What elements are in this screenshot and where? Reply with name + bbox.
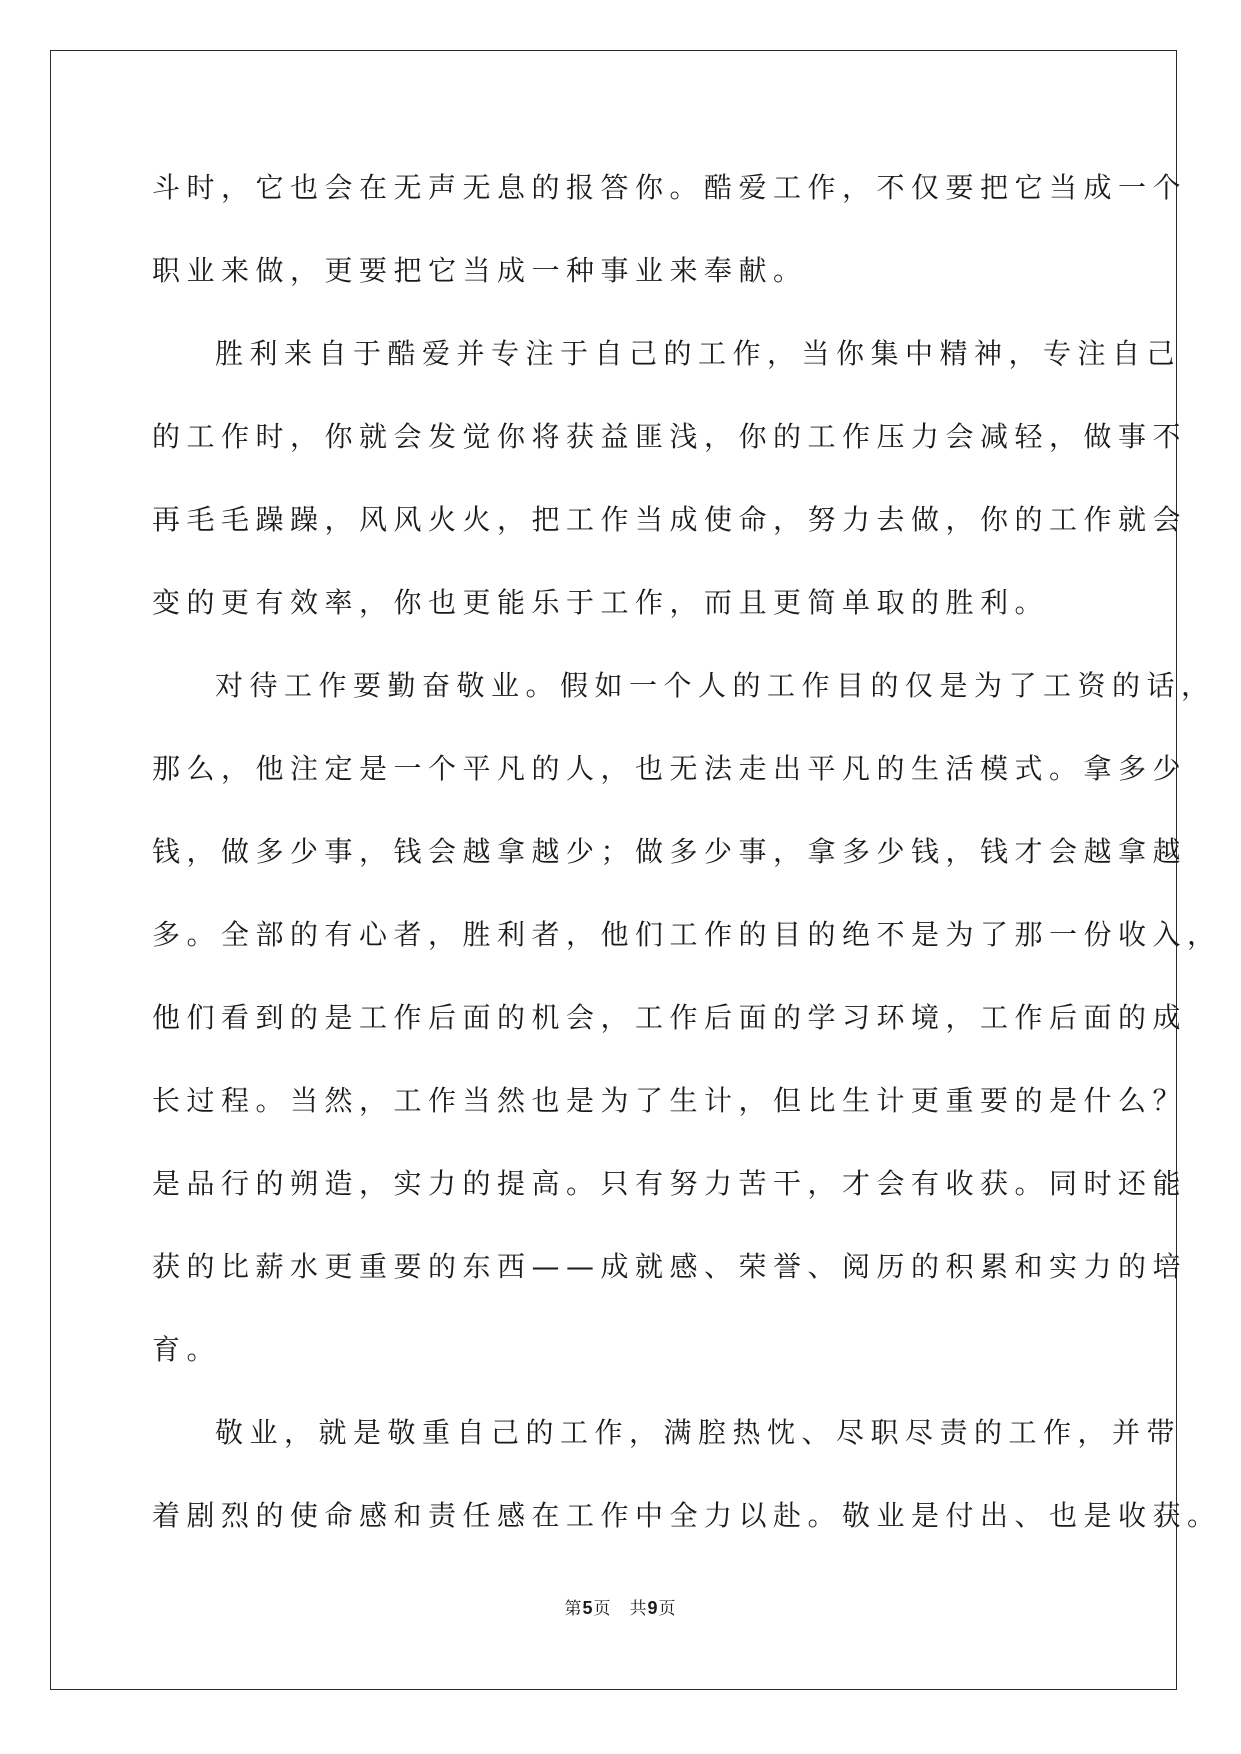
- text-line: 再毛毛躁躁，风风火火，把工作当成使命，努力去做，你的工作就会: [152, 503, 1188, 536]
- text-line: 着剧烈的使命感和责任感在工作中全力以赴。敬业是付出、也是收获。: [152, 1499, 1222, 1532]
- text-line: 多。全部的有心者，胜利者，他们工作的目的绝不是为了那一份收入，: [152, 918, 1222, 951]
- footer-prefix: 第: [564, 1599, 583, 1619]
- page-footer: [0, 1594, 1241, 1619]
- text-line: 变的更有效率，你也更能乐于工作，而且更简单取的胜利。: [152, 586, 1050, 619]
- footer-mid: 页 共: [593, 1599, 648, 1619]
- text-line: 获的比薪水更重要的东西——成就感、荣誉、阅历的积累和实力的培: [152, 1250, 1188, 1283]
- text-line: 长过程。当然，工作当然也是为了生计，但比生计更重要的是什么？: [152, 1084, 1188, 1117]
- text-line: 职业来做，更要把它当成一种事业来奉献。: [152, 254, 808, 287]
- text-line: 钱，做多少事，钱会越拿越少；做多少事，拿多少钱，钱才会越拿越: [152, 835, 1188, 868]
- text-line: 是品行的朔造，实力的提高。只有努力苦干，才会有收获。同时还能: [152, 1167, 1188, 1200]
- current-page-number: 5: [582, 1598, 594, 1618]
- text-line: 育。: [152, 1333, 222, 1366]
- total-page-number: 9: [647, 1598, 659, 1618]
- document-body: [152, 160, 1222, 1571]
- paragraph-start: 敬业，就是敬重自己的工作，满腔热忱、尽职尽责的工作，并带: [215, 1416, 1182, 1449]
- text-line: 的工作时，你就会发觉你将获益匪浅，你的工作压力会减轻，做事不: [152, 420, 1188, 453]
- paragraph-start: 对待工作要勤奋敬业。假如一个人的工作目的仅是为了工资的话，: [215, 669, 1216, 702]
- text-line: 斗时，它也会在无声无息的报答你。酷爱工作，不仅要把它当成一个: [152, 171, 1188, 204]
- footer-suffix: 页: [658, 1599, 677, 1619]
- paragraph-start: 胜利来自于酷爱并专注于自己的工作，当你集中精神，专注自己: [215, 337, 1182, 370]
- text-line: 那么，他注定是一个平凡的人，也无法走出平凡的生活模式。拿多少: [152, 752, 1188, 785]
- text-line: 他们看到的是工作后面的机会，工作后面的学习环境，工作后面的成: [152, 1001, 1188, 1034]
